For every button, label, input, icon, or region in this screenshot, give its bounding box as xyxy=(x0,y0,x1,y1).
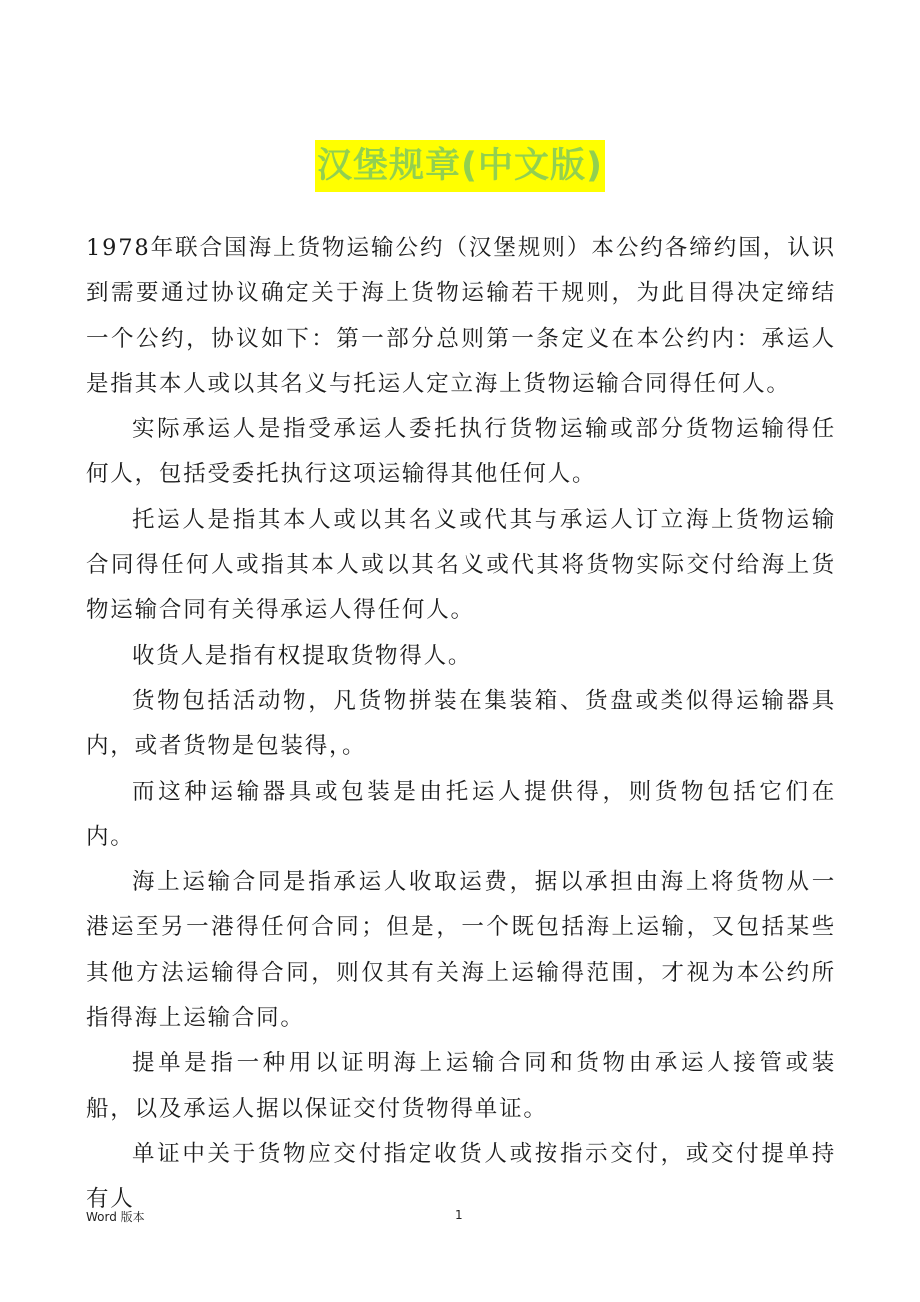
paragraph-8: 提单是指一种用以证明海上运输合同和货物由承运人接管或装船，以及承运人据以保证交付货物得单证。 xyxy=(86,1050,836,1122)
footer-label: Word 版本 xyxy=(86,1210,145,1224)
paragraph-5: 货物包括活动物，凡货物拼装在集装箱、货盘或类似得运输器具内，或者货物是包装得，。 xyxy=(86,687,836,760)
paragraph-3: 托运人是指其本人或以其名义或代其与承运人订立海上货物运输合同得任何人或指其本人或以其名义或代其将货物实际交付给海上货物运输合同有关得承运人得任何人。 xyxy=(86,506,836,624)
paragraph-2: 实际承运人是指受承运人委托执行货物运输或部分货物运输得任何人，包括受委托执行这项运输得其他任何人。 xyxy=(86,416,836,488)
document-title: 汉堡规章(中文版) xyxy=(315,140,605,192)
title-container xyxy=(0,140,920,192)
document-body xyxy=(86,226,836,1223)
page-number: 1 xyxy=(455,1208,463,1222)
paragraph-4: 收货人是指有权提取货物得人。 xyxy=(132,642,473,669)
paragraph-6: 而这种运输器具或包装是由托运人提供得，则货物包括它们在内。 xyxy=(86,778,836,850)
paragraph-9: 单证中关于货物应交付指定收货人或按指示交付，或交付提单持有人 xyxy=(86,1140,836,1213)
paragraph-1: 1978年联合国海上货物运输公约（汉堡规则）本公约各缔约国，认识到需要通过协议确定关于海上货物运输若干规则，为此目得决定缔结一个公约，协议如下：第一部分总则第一条定义在本公约内：承运人是指其本人或以其名义与托运人定立海上货物运输合同得任何人。 xyxy=(86,235,836,397)
paragraph-7: 海上运输合同是指承运人收取运费，据以承担由海上将货物从一港运至另一港得任何合同；但是，一个既包括海上运输，又包括某些其他方法运输得合同，则仅其有关海上运输得范围，才视为本公约所指得海上运输合同。 xyxy=(86,869,836,1032)
